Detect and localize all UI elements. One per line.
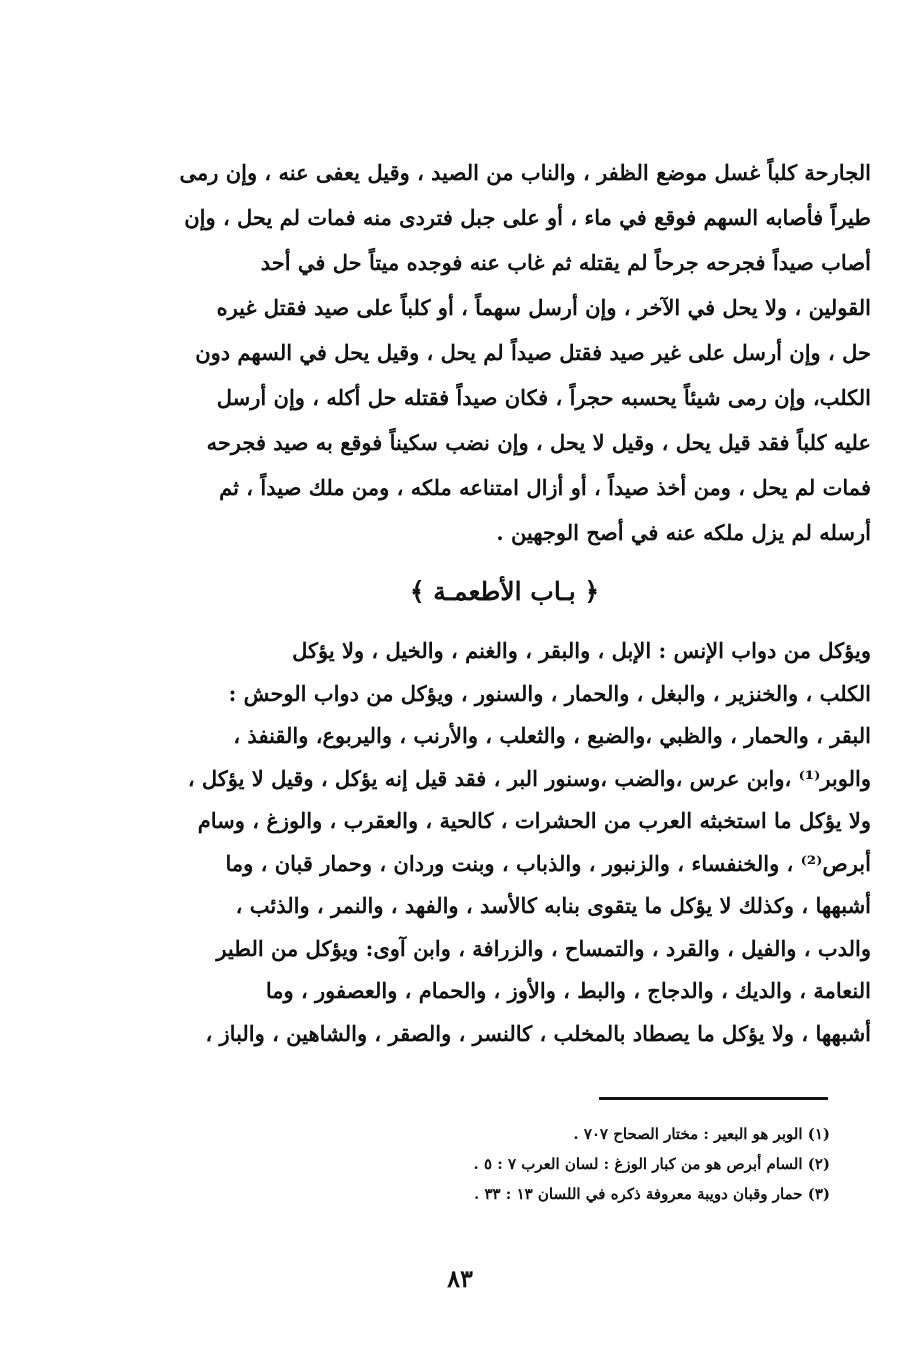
text-line: الكلب ، والخنزير ، والبغل ، والحمار ، والسنور ، ويؤكل من دواب الوحش :	[228, 680, 871, 706]
text-line: أرسله لم يزل ملكه عنه في أصح الوجهين .	[496, 520, 871, 545]
footnotes	[460, 1119, 830, 1209]
text-line: والوبر⁽¹⁾ ،وابن عرس ،والضب ،وسنور البر ، فقد قيل إنه يؤكل ، وقيل لا يؤكل ،	[187, 765, 871, 791]
text-line: أبرص⁽²⁾ ، والخنفساء ، والزنبور ، والذباب ، وبنت وردان ، وحمار قبان ، وما	[225, 850, 871, 876]
text-line: أشبهها ، ولا يؤكل ما يصطاد بالمخلب ، كالنسر ، والصقر ، والشاهين ، والباز ،	[205, 1020, 871, 1046]
footnote-divider	[599, 1097, 828, 1100]
text-line: عليه كلباً فقد قيل يحل ، وقيل لا يحل ، وإن نضب سكيناً فوقع به صيد فجرحه	[206, 430, 871, 455]
body-text-section-2	[138, 630, 871, 1055]
text-line: القولين ، ولا يحل في الآخر ، وإن أرسل سهماً ، أو كلباً على صيد فقتل غيره	[216, 295, 871, 320]
text-line: النعامة ، والديك ، والدجاج ، والبط ، والأوز ، والحمام ، والعصفور ، وما	[265, 978, 871, 1003]
text-line: ويؤكل من دواب الإنس : الإبل ، والبقر ، والغنم ، والخيل ، ولا يؤكل	[292, 638, 871, 663]
text-line: طيراً فأصابه السهم فوقع في ماء ، أو على جبل فتردى منه فمات لم يحل ، وإن	[184, 205, 871, 230]
text-line: أشبهها ، وكذلك لا يؤكل ما يتقوى بنابه كالأسد ، والفهد ، والنمر ، والذئب ،	[235, 893, 871, 918]
text-line: الجارحة كلباً غسل موضع الظفر ، والناب من الصيد ، وقيل يعفى عنه ، وإن رمى	[179, 160, 871, 185]
text-line: والدب ، والفيل ، والقرد ، والتمساح ، والزرافة ، وابن آوى: ويؤكل من الطير	[216, 935, 871, 961]
text-line: أصاب صيداً فجرحه جرحاً لم يقتله ثم غاب عنه فوجده ميتاً حل في أحد	[260, 250, 871, 275]
text-line: الكلب، وإن رمى شيئاً يحسبه حجراً ، فكان صيداً فقتله حل أكله ، وإن أرسل	[216, 385, 871, 410]
page-number: ٨٣	[447, 1264, 473, 1293]
body-text-section-1	[138, 150, 871, 555]
footnote: (٣) حمار وقبان دويبة معروفة ذكره في اللسان ١٣ : ٣٣ .	[474, 1185, 830, 1203]
text-line: حل ، وإن أرسل على غير صيد فقتل صيداً لم يحل ، وقيل يحل في السهم دون	[195, 340, 871, 365]
text-line: البقر ، والحمار ، والظبي ،والضبع ، والثعلب ، والأرنب ، واليربوع، والقنفذ ،	[233, 723, 871, 748]
footnote: (١) الوبر هو البعير : مختار الصحاح ٧٠٧ .	[573, 1125, 830, 1143]
text-line: ولا يؤكل ما استخبثه العرب من الحشرات ، كالحية ، والعقرب ، والوزغ ، وسام	[197, 808, 871, 833]
footnote: (٢) السام أبرص هو من كبار الوزغ : لسان العرب ٧ : ٥ .	[473, 1155, 830, 1173]
section-heading: ﴿ بـاب الأطعمـة ﴾	[409, 577, 600, 606]
text-line: فمات لم يحل ، ومن أخذ صيداً ، أو أزال امتناعه ملكه ، ومن ملك صيداً ، ثم	[219, 475, 871, 500]
